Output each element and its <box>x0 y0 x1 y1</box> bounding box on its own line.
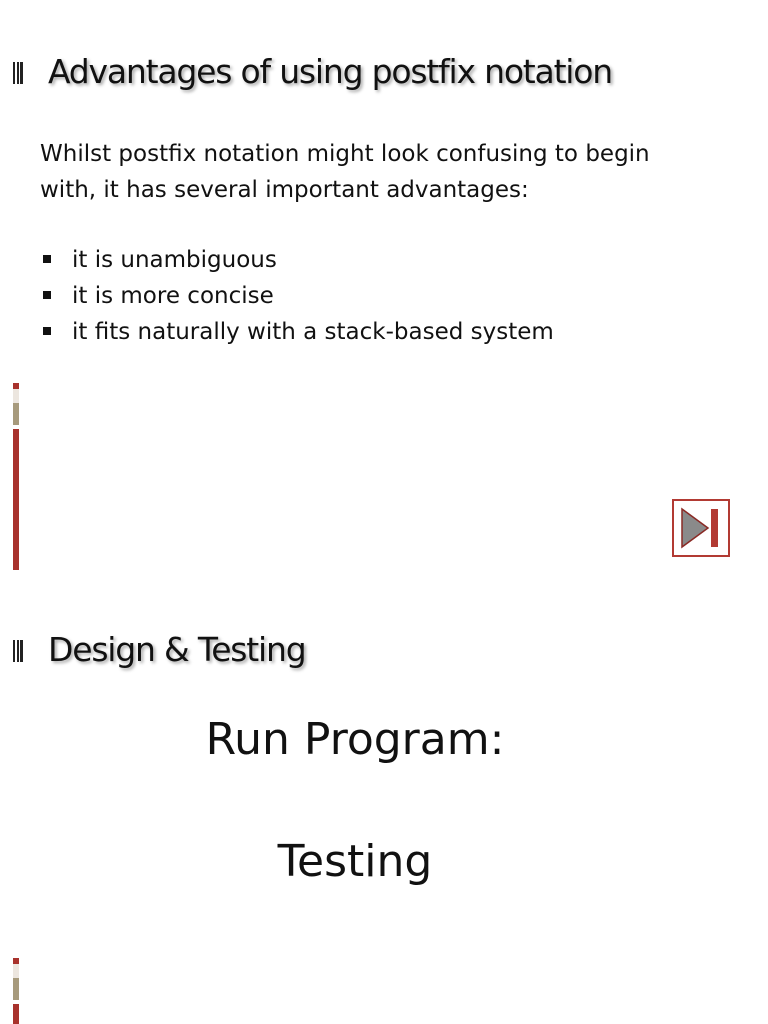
slide-title: Advantages of using postfix notation <box>48 52 612 91</box>
slide-design-testing <box>0 580 768 1024</box>
slide-title: Design & Testing <box>48 630 306 669</box>
testing-heading: Testing <box>277 836 433 887</box>
title-marker-icon <box>13 640 23 662</box>
skip-next-icon <box>674 501 728 555</box>
list-item <box>40 278 554 314</box>
list-item-text: it fits naturally with a stack-based system <box>72 319 554 345</box>
run-program-heading: Run Program: <box>205 714 505 765</box>
accent-strip <box>13 383 19 570</box>
bullet-icon <box>43 255 51 263</box>
list-item <box>40 242 554 278</box>
skip-next-button[interactable] <box>672 499 730 557</box>
title-marker-icon <box>13 62 23 84</box>
list-item <box>40 314 554 350</box>
list-item-text: it is more concise <box>72 283 274 309</box>
bullet-icon <box>43 291 51 299</box>
intro-paragraph: Whilst postfix notation might look confusing to begin with, it has several important advantages: <box>40 141 650 203</box>
bullet-icon <box>43 327 51 335</box>
accent-strip <box>13 958 19 1024</box>
advantages-list <box>40 242 554 350</box>
list-item-text: it is unambiguous <box>72 247 277 273</box>
